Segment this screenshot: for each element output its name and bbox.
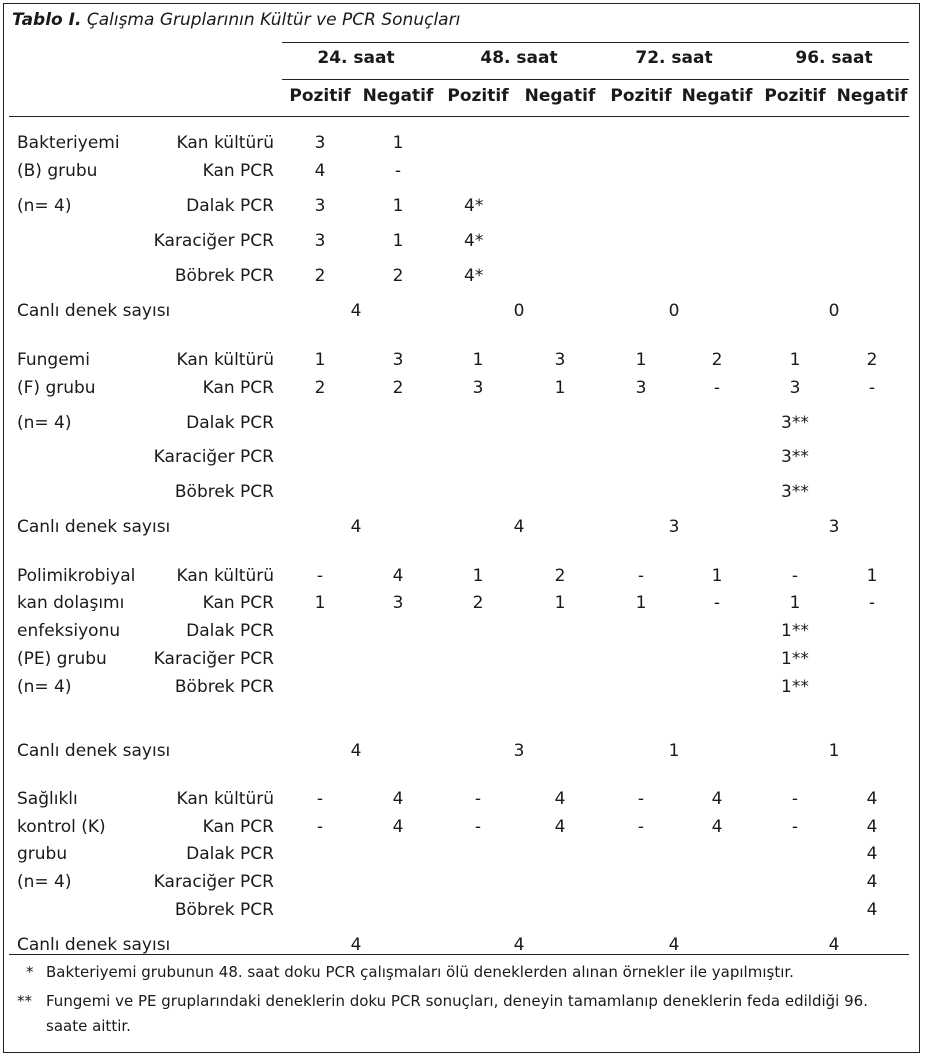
table-cell: - [316,789,324,809]
table-cell: 1 [635,593,647,613]
table-cell: 1 [392,196,404,216]
alive-count: 4 [668,935,680,955]
table-cell: 3 [314,231,326,251]
table-cell: 3 [392,350,404,370]
table-cell: 4* [464,266,484,286]
column-header: Negatif [836,86,908,106]
test-label: Kan PCR [202,378,274,398]
table-label: Tablo I. [12,10,82,30]
table-cell: - [637,789,645,809]
table-cell: 4* [464,196,484,216]
table-cell: - [394,161,402,181]
alive-count: 4 [513,517,525,537]
table-cell: 3 [789,378,801,398]
table-cell: - [791,566,799,586]
column-header: Pozitif [764,86,826,106]
alive-count: 0 [668,301,680,321]
table-cell: 4 [392,817,404,837]
group-name-line: Fungemi [17,350,90,370]
group-name-line: enfeksiyonu [17,621,121,641]
rule-subheads [9,116,909,117]
table-cell: 4* [464,231,484,251]
column-header: Pozitif [289,86,351,106]
test-label: Kan PCR [202,593,274,613]
alive-count: 4 [350,741,362,761]
alive-count: 3 [828,517,840,537]
table-cell: 4 [554,817,566,837]
group-name-line: (n= 4) [17,196,72,216]
column-header: Negatif [681,86,753,106]
table-cell: - [637,817,645,837]
alive-count-label: Canlı denek sayısı [17,741,171,761]
table-cell: - [637,566,645,586]
table-cell: 2 [554,566,566,586]
table-cell: - [474,789,482,809]
time-header: 96. saat [795,48,873,68]
table-cell: 1** [781,677,809,697]
table-cell: 3 [554,350,566,370]
time-header: 24. saat [317,48,395,68]
table-cell: 1** [781,649,809,669]
column-header: Pozitif [447,86,509,106]
table-cell: 4 [711,789,723,809]
alive-count: 0 [828,301,840,321]
alive-count: 4 [350,935,362,955]
footnote-mark: * [26,963,34,981]
table-cell: 1 [472,566,484,586]
table-cell: 1 [789,593,801,613]
table-cell: 3 [635,378,647,398]
test-label: Kan PCR [202,817,274,837]
table-cell: 1 [314,593,326,613]
group-name-line: (n= 4) [17,677,72,697]
test-label: Böbrek PCR [174,482,274,502]
group-name-line: (PE) grubu [17,649,107,669]
table-cell: 2 [866,350,878,370]
test-label: Karaciğer PCR [153,649,274,669]
test-label: Dalak PCR [186,413,274,433]
alive-count: 1 [828,741,840,761]
test-label: Böbrek PCR [174,677,274,697]
table-cell: - [474,817,482,837]
table-cell: 3** [781,482,809,502]
test-label: Dalak PCR [186,844,274,864]
alive-count: 3 [513,741,525,761]
table-cell: - [868,593,876,613]
group-name-line: kontrol (K) [17,817,106,837]
table-caption: Çalışma Gruplarının Kültür ve PCR Sonuçları [86,10,461,30]
table-cell: 2 [392,378,404,398]
time-header: 72. saat [635,48,713,68]
table-cell: 4 [392,789,404,809]
test-label: Kan kültürü [176,789,274,809]
table-cell: 3 [472,378,484,398]
table-title [12,10,460,30]
table-cell: 2 [711,350,723,370]
table-cell: 4 [866,900,878,920]
alive-count: 4 [828,935,840,955]
table-cell: 1 [635,350,647,370]
table-cell: - [713,593,721,613]
table-cell: 3 [392,593,404,613]
table-cell: 1 [392,133,404,153]
table-cell: 1 [314,350,326,370]
table-cell: 4 [554,789,566,809]
table-cell: 4 [866,872,878,892]
table-cell: 2 [472,593,484,613]
table-cell: 1 [472,350,484,370]
group-name-line: (n= 4) [17,413,72,433]
table-cell: 1 [711,566,723,586]
table-cell: 3 [314,196,326,216]
alive-count: 4 [350,517,362,537]
table-cell: 1 [789,350,801,370]
footnote-text: Fungemi ve PE gruplarındaki deneklerin doku PCR sonuçları, deneyin tamamlanıp deneklerin feda edildiği 96. [46,992,868,1010]
test-label: Kan kültürü [176,566,274,586]
table-cell: - [316,817,324,837]
table-cell: 3 [314,133,326,153]
table-cell: 1 [866,566,878,586]
column-header: Negatif [362,86,434,106]
group-name-line: grubu [17,844,68,864]
table-cell: 2 [392,266,404,286]
table-cell: - [868,378,876,398]
alive-count: 1 [668,741,680,761]
test-label: Kan kültürü [176,350,274,370]
footnote-text: Bakteriyemi grubunun 48. saat doku PCR çalışmaları ölü deneklerden alınan örnekler ile yapılmıştır. [46,963,794,981]
table-cell: 1 [554,593,566,613]
table-cell: - [713,378,721,398]
table-cell: - [791,789,799,809]
alive-count-label: Canlı denek sayısı [17,301,171,321]
test-label: Karaciğer PCR [153,447,274,467]
test-label: Dalak PCR [186,196,274,216]
test-label: Böbrek PCR [174,266,274,286]
time-header: 48. saat [480,48,558,68]
table-cell: 4 [392,566,404,586]
table-cell: - [316,566,324,586]
table-cell: 4 [866,817,878,837]
table-cell: 3** [781,413,809,433]
column-header: Negatif [524,86,596,106]
table-cell: 3** [781,447,809,467]
test-label: Karaciğer PCR [153,231,274,251]
alive-count: 4 [350,301,362,321]
group-name-line: Bakteriyemi [17,133,120,153]
table-cell: - [791,817,799,837]
rule-timeheads [282,79,909,80]
table-cell: 4 [711,817,723,837]
table-cell: 4 [866,789,878,809]
alive-count: 4 [513,935,525,955]
test-label: Karaciğer PCR [153,872,274,892]
alive-count: 3 [668,517,680,537]
table-cell: 4 [314,161,326,181]
footnote-text: saate aittir. [46,1017,131,1035]
group-name-line: (F) grubu [17,378,96,398]
footnote-mark: ** [17,992,32,1010]
table-cell: 1 [554,378,566,398]
alive-count-label: Canlı denek sayısı [17,935,171,955]
alive-count-label: Canlı denek sayısı [17,517,171,537]
group-name-line: (n= 4) [17,872,72,892]
test-label: Kan PCR [202,161,274,181]
group-name-line: Sağlıklı [17,789,78,809]
group-name-line: Polimikrobiyal [17,566,136,586]
test-label: Kan kültürü [176,133,274,153]
test-label: Dalak PCR [186,621,274,641]
test-label: Böbrek PCR [174,900,274,920]
table-cell: 2 [314,378,326,398]
table-cell: 2 [314,266,326,286]
table-cell: 1** [781,621,809,641]
alive-count: 0 [513,301,525,321]
table-cell: 4 [866,844,878,864]
group-name-line: (B) grubu [17,161,98,181]
column-header: Pozitif [610,86,672,106]
group-name-line: kan dolaşımı [17,593,125,613]
rule-top [282,42,909,43]
table-cell: 1 [392,231,404,251]
